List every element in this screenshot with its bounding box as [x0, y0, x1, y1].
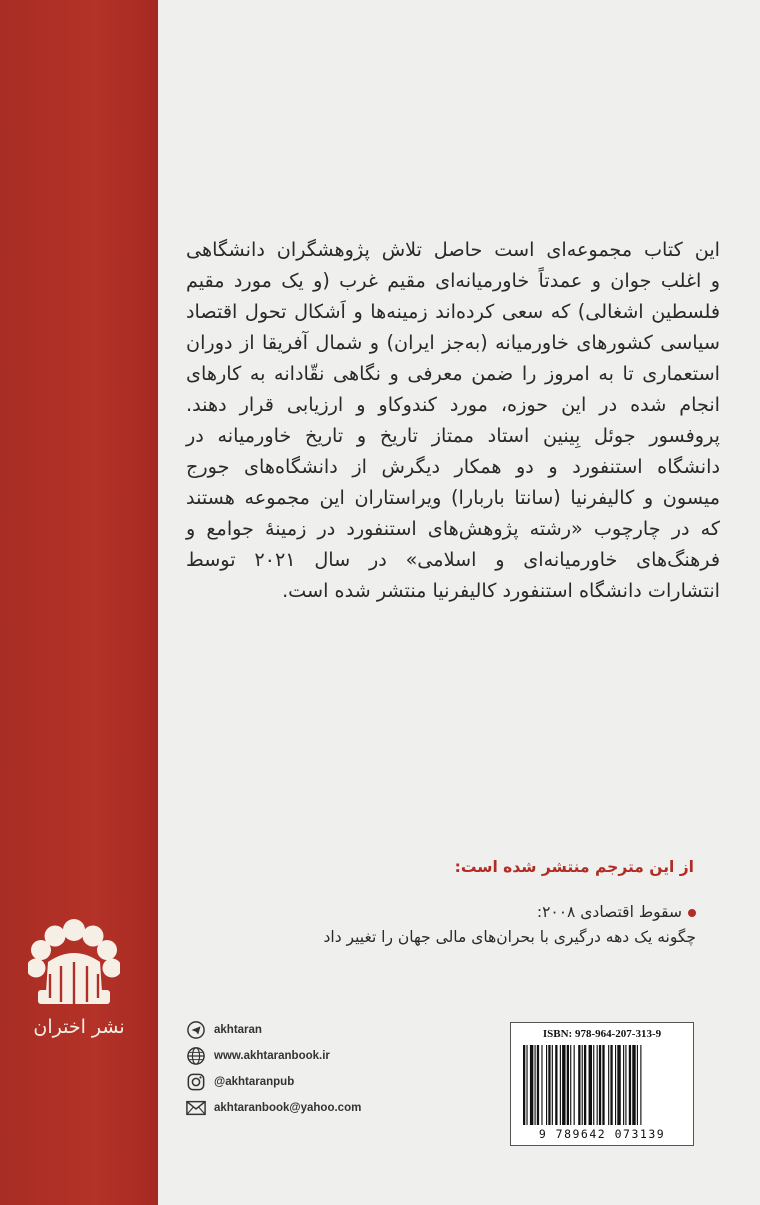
barcode-icon [521, 1045, 683, 1125]
description-line: که در چارچوب «رشته پژوهش‌های استنفورد در زمینهٔ جوامع و [186, 517, 720, 540]
description-line: پروفسور جوئل بِینین استاد ممتاز تاریخ و تاریخ خاورمیانه در [186, 424, 720, 447]
instagram-icon [186, 1072, 206, 1092]
contact-text: @akhtaranpub [214, 1075, 295, 1088]
other-works-heading: از این مترجم منتشر شده است: [454, 858, 694, 876]
red-spine [0, 0, 158, 1205]
bullet-icon [688, 909, 696, 917]
barcode-digits: 9 789642 073139 [538, 1127, 666, 1141]
list-item [276, 900, 696, 925]
contact-text: www.akhtaranbook.ir [214, 1049, 330, 1062]
globe-icon [186, 1046, 206, 1066]
work-subtitle: چگونه یک دهه درگیری با بحران‌های مالی جهان را تغییر داد [323, 928, 696, 946]
other-works-list [276, 900, 696, 950]
isbn-barcode [510, 1022, 694, 1146]
description-line: دانشگاه استنفورد و دو همکار دیگرش از دانشگاه‌های جورج [186, 455, 720, 478]
contact-instagram [186, 1070, 426, 1093]
contact-telegram [186, 1018, 426, 1041]
description-line: این کتاب مجموعه‌ای است حاصل تلاش پژوهشگران دانشگاهی [186, 238, 720, 261]
description-line: و اغلب جوان و عمدتاً خاورمیانه‌ای مقیم غرب (و یک مورد مقیم [186, 269, 720, 292]
contact-info [186, 1018, 426, 1122]
book-description [186, 234, 720, 606]
contact-website [186, 1044, 426, 1067]
work-title: سقوط اقتصادی ۲۰۰۸: [536, 903, 682, 921]
contact-email [186, 1096, 426, 1119]
description-line: فرهنگ‌های خاورمیانه‌ای و اسلامی» در سال ۲۰۲۱ توسط [186, 548, 720, 571]
isbn-label: ISBN: 978-964-207-313-9 [542, 1028, 662, 1040]
telegram-icon [186, 1020, 206, 1040]
description-line: انجام شده در این حوزه، مورد کندوکاو و ارزیابی قرار دهند. [186, 393, 720, 416]
description-line: فلسطین اشغالی) که سعی کرده‌اند زمینه‌ها و اَشکال تحول اقتصاد [186, 300, 720, 323]
publisher-name: نشر اختران [33, 1016, 125, 1038]
publisher-logo-icon [28, 918, 120, 1010]
description-line: انتشارات دانشگاه استنفورد کالیفرنیا منتشر شده است. [282, 579, 720, 602]
contact-text: akhtaranbook@yahoo.com [214, 1101, 362, 1114]
email-icon [186, 1098, 206, 1118]
description-line: سیاسی کشورهای خاورمیانه (به‌جز ایران) و شمال آفریقا از دوران [186, 331, 720, 354]
description-line: استعماری تا به امروز را ضمن معرفی و نگاهی نقّادانه به کارهای [186, 362, 720, 385]
contact-text: akhtaran [214, 1023, 262, 1036]
description-line: میسون و کالیفرنیا (سانتا باربارا) ویراستاران این مجموعه هستند [186, 486, 720, 509]
